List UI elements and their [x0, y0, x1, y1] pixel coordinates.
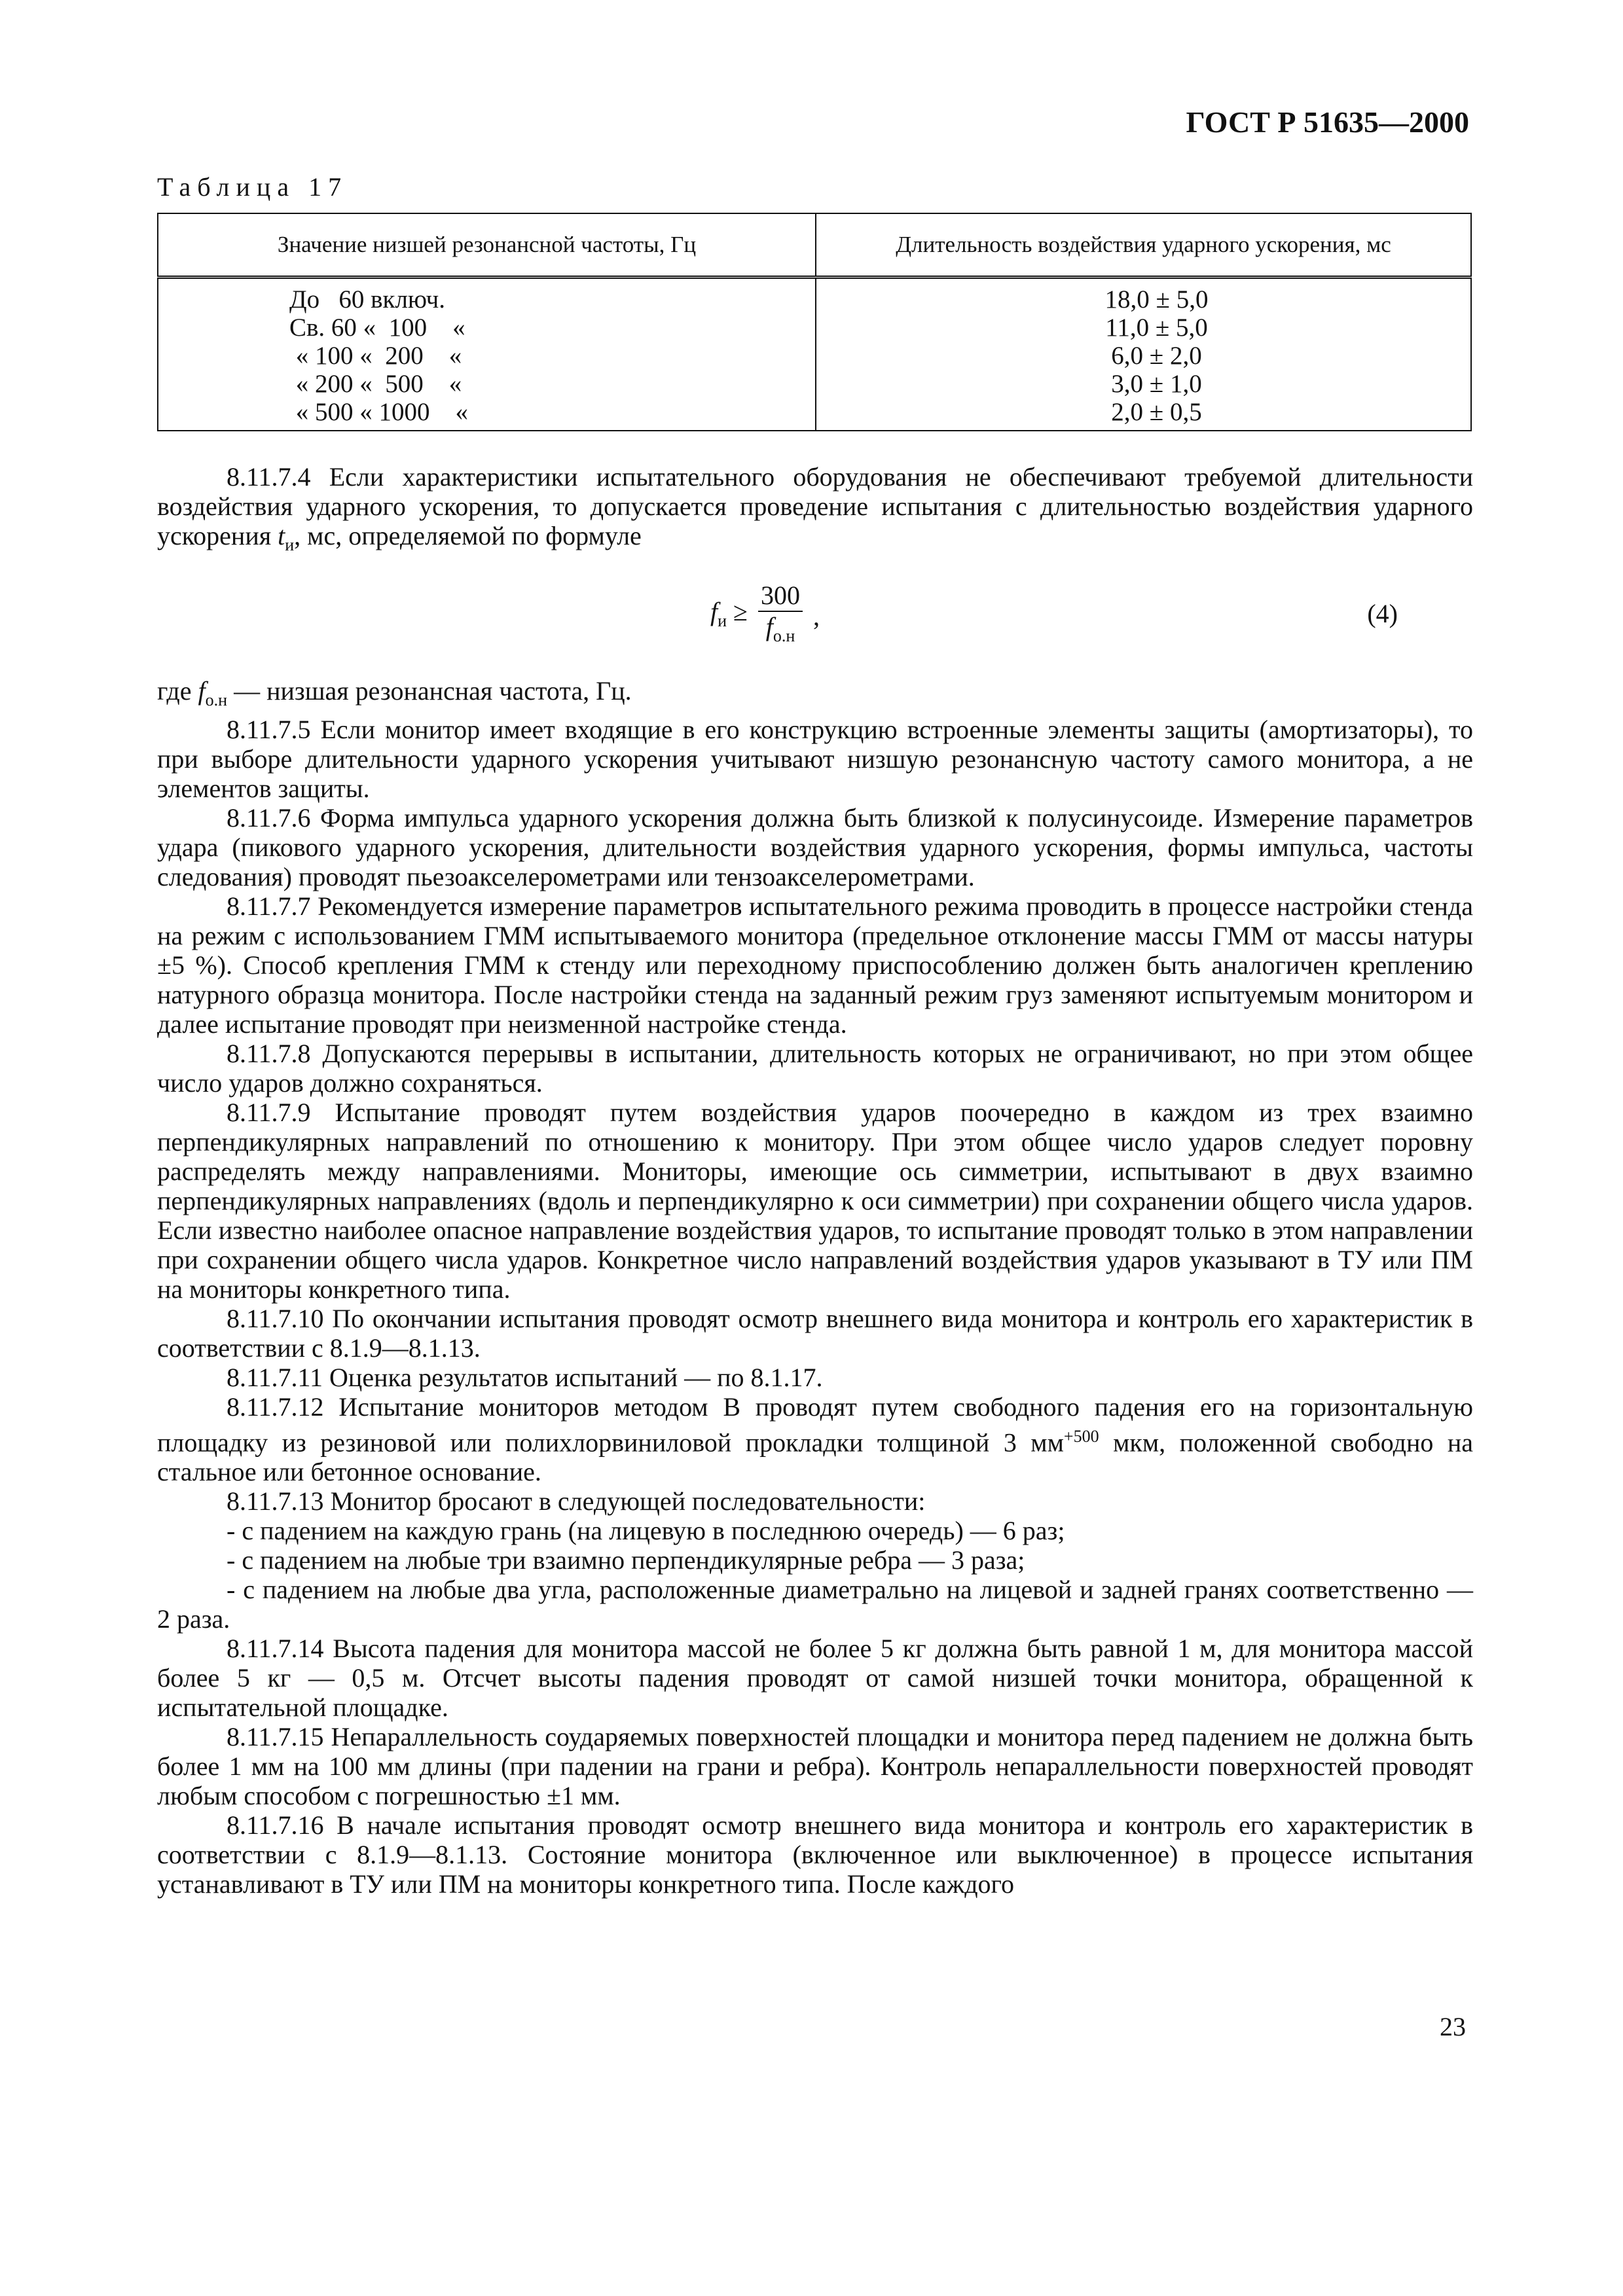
formula-denominator-subscript: о.н	[773, 626, 795, 645]
table-cell-duration: 3,0 ± 1,0	[1111, 370, 1202, 398]
formula-denominator	[758, 612, 803, 651]
list-item: - с падением на любые три взаимно перпендикулярные ребра — 3 раза;	[227, 1545, 1025, 1575]
variable-f: f	[198, 676, 206, 706]
variable-t: t	[278, 521, 285, 550]
paragraph-8-11-7-5: 8.11.7.5 Если монитор имеет входящие в его конструкцию встроенные элементы защиты (амортизаторы), то при выборе длительности ударного ускорения учитывают низшую резонансную частоту самого монитора, а не элементов защиты.	[157, 715, 1473, 803]
frequency-column	[158, 278, 816, 431]
page-header: ГОСТ Р 51635—2000	[1186, 105, 1469, 139]
formula-comma: ,	[813, 601, 820, 631]
paragraph-text: — низшая резонансная частота, Гц.	[227, 676, 632, 706]
paragraph-text: мкм, положенной свободно на стальное или бетонное основание.	[157, 1427, 1473, 1487]
paragraph-text: 8.11.7.4 Если характеристики испытательного оборудования не обеспечивают требуемой длительности воздействия ударного ускорения, то допускается проведение испытания с длительностью воздействия ударного ускорения	[157, 462, 1473, 550]
paragraph-8-11-7-15: 8.11.7.15 Непараллельность соударяемых поверхностей площадки и монитора перед падением не должна быть более 1 мм на 100 мм длины (при падении на грани и ребра). Контроль непараллельности поверхностей проводят любым способом с погрешностью ±1 мм.	[157, 1722, 1473, 1811]
formula-numerator: 300	[758, 581, 803, 612]
variable-subscript: и	[285, 535, 295, 554]
paragraph-text: 8.11.7.12 Испытание мониторов методом В проводят путем свободного падения его на горизонтальную площадку из резиновой или полихлорвиниловой прокладки толщиной 3 мм	[157, 1392, 1473, 1458]
formula-lhs-subscript: и	[718, 611, 727, 630]
formula-number: (4)	[1367, 599, 1398, 628]
paragraph-8-11-7-14: 8.11.7.14 Высота падения для монитора массой не более 5 кг должна быть равной 1 м, для монитора массой более 5 кг — 0,5 м. Отсчет высоты падения проводят от самой низшей точки монитора, обращенной к испытательной площадке.	[157, 1634, 1473, 1723]
tolerance-superscript: +500	[1063, 1427, 1099, 1446]
formula-lhs: f	[710, 596, 718, 626]
paragraph-text: , мс, определяемой по формуле	[294, 521, 642, 550]
list-item: - с падением на любые два угла, расположенные диаметрально на лицевой и задней гранях соответственно — 2 раза.	[157, 1575, 1473, 1634]
table-cell-duration: 2,0 ± 0,5	[1111, 398, 1202, 426]
table-cell-duration: 11,0 ± 5,0	[1105, 314, 1208, 342]
formula-denominator-var: f	[765, 612, 773, 641]
paragraph-where	[157, 676, 1473, 715]
formula-4	[157, 578, 1473, 656]
paragraph-8-11-7-16: 8.11.7.16 В начале испытания проводят осмотр внешнего вида монитора и контроль его характеристик в соответствии с 8.1.9—8.1.13. Состояние монитора (включенное или выключенное) в процессе испытания устанавливают в ТУ или ПМ на мониторы конкретного типа. После каждого	[157, 1810, 1473, 1899]
table-cell-frequency: « 200 « 500 «	[289, 370, 462, 398]
table-caption: Таблица 17	[157, 172, 348, 202]
paragraph-8-11-7-10: 8.11.7.10 По окончании испытания проводят осмотр внешнего вида монитора и контроль его характеристик в соответствии с 8.1.9—8.1.13.	[157, 1304, 1473, 1363]
paragraph-text: где	[157, 676, 198, 706]
paragraph-8-11-7-13: 8.11.7.13 Монитор бросают в следующей последовательности:	[227, 1486, 926, 1516]
table-cell-duration: 6,0 ± 2,0	[1111, 342, 1202, 370]
formula-relation: ≥	[727, 596, 748, 626]
formula-expression	[710, 581, 820, 651]
page-number: 23	[1440, 2012, 1466, 2041]
paragraph-8-11-7-8: 8.11.7.8 Допускаются перерывы в испытании, длительность которых не ограничивают, но при этом общее число ударов должно сохраняться.	[157, 1039, 1473, 1098]
table-cell-frequency: До 60 включ.	[289, 285, 445, 314]
paragraph-8-11-7-6: 8.11.7.6 Форма импульса ударного ускорения должна быть близкой к полусинусоиде. Измерение параметров удара (пикового ударного ускорения, длительности воздействия ударного ускорения, формы импульса, частоты следования) проводят пьезоакселерометрами или тензоакселерометрами.	[157, 803, 1473, 891]
formula-fraction	[758, 581, 803, 651]
table-cell-frequency: Св. 60 « 100 «	[289, 314, 465, 342]
duration-column	[816, 278, 1471, 431]
variable-subscript: о.н	[205, 691, 228, 709]
paragraph-8-11-7-7: 8.11.7.7 Рекомендуется измерение параметров испытательного режима проводить в процессе настройки стенда на режим с использованием ГММ испытываемого монитора (предельное отклонение массы ГММ от массы натуры ±5 %). Способ крепления ГММ к стенду или переходному приспособлению должен быть аналогичен креплению натурного образца монитора. После настройки стенда на заданный режим груз заменяют испытуемым монитором и далее испытание проводят при неизменной настройке стенда.	[157, 891, 1473, 1039]
table-header-frequency: Значение низшей резонансной частоты, Гц	[158, 213, 816, 278]
paragraph-8-11-7-9: 8.11.7.9 Испытание проводят путем воздействия ударов поочередно в каждом из трех взаимно перпендикулярных направлений по отношению к монитору. При этом общее число ударов следует поровну распределять между направлениями. Мониторы, имеющие ось симметрии, испытывают в двух взаимно перпендикулярных направлениях (вдоль и перпендикулярно к оси симметрии) при сохранении общего числа ударов. Если известно наиболее опасное направление воздействия ударов, то испытание проводят только в этом направлении при сохранении общего числа ударов. Конкретное число направлений воздействия ударов указывают в ТУ или ПМ на мониторы конкретного типа.	[157, 1098, 1473, 1304]
table-cell-duration: 18,0 ± 5,0	[1104, 285, 1209, 314]
list-item: - с падением на каждую грань (на лицевую в последнюю очередь) — 6 раз;	[227, 1516, 1065, 1546]
body-text	[157, 462, 1473, 1899]
paragraph-8-11-7-4	[157, 462, 1473, 560]
table-cell-frequency: « 500 « 1000 «	[289, 398, 468, 426]
frequency-duration-table	[157, 213, 1472, 431]
table-header-duration: Длительность воздействия ударного ускорения, мс	[816, 213, 1471, 278]
paragraph-8-11-7-12	[157, 1392, 1473, 1486]
table-cell-frequency: « 100 « 200 «	[289, 342, 462, 370]
paragraph-8-11-7-11: 8.11.7.11 Оценка результатов испытаний — по 8.1.17.	[227, 1363, 823, 1392]
